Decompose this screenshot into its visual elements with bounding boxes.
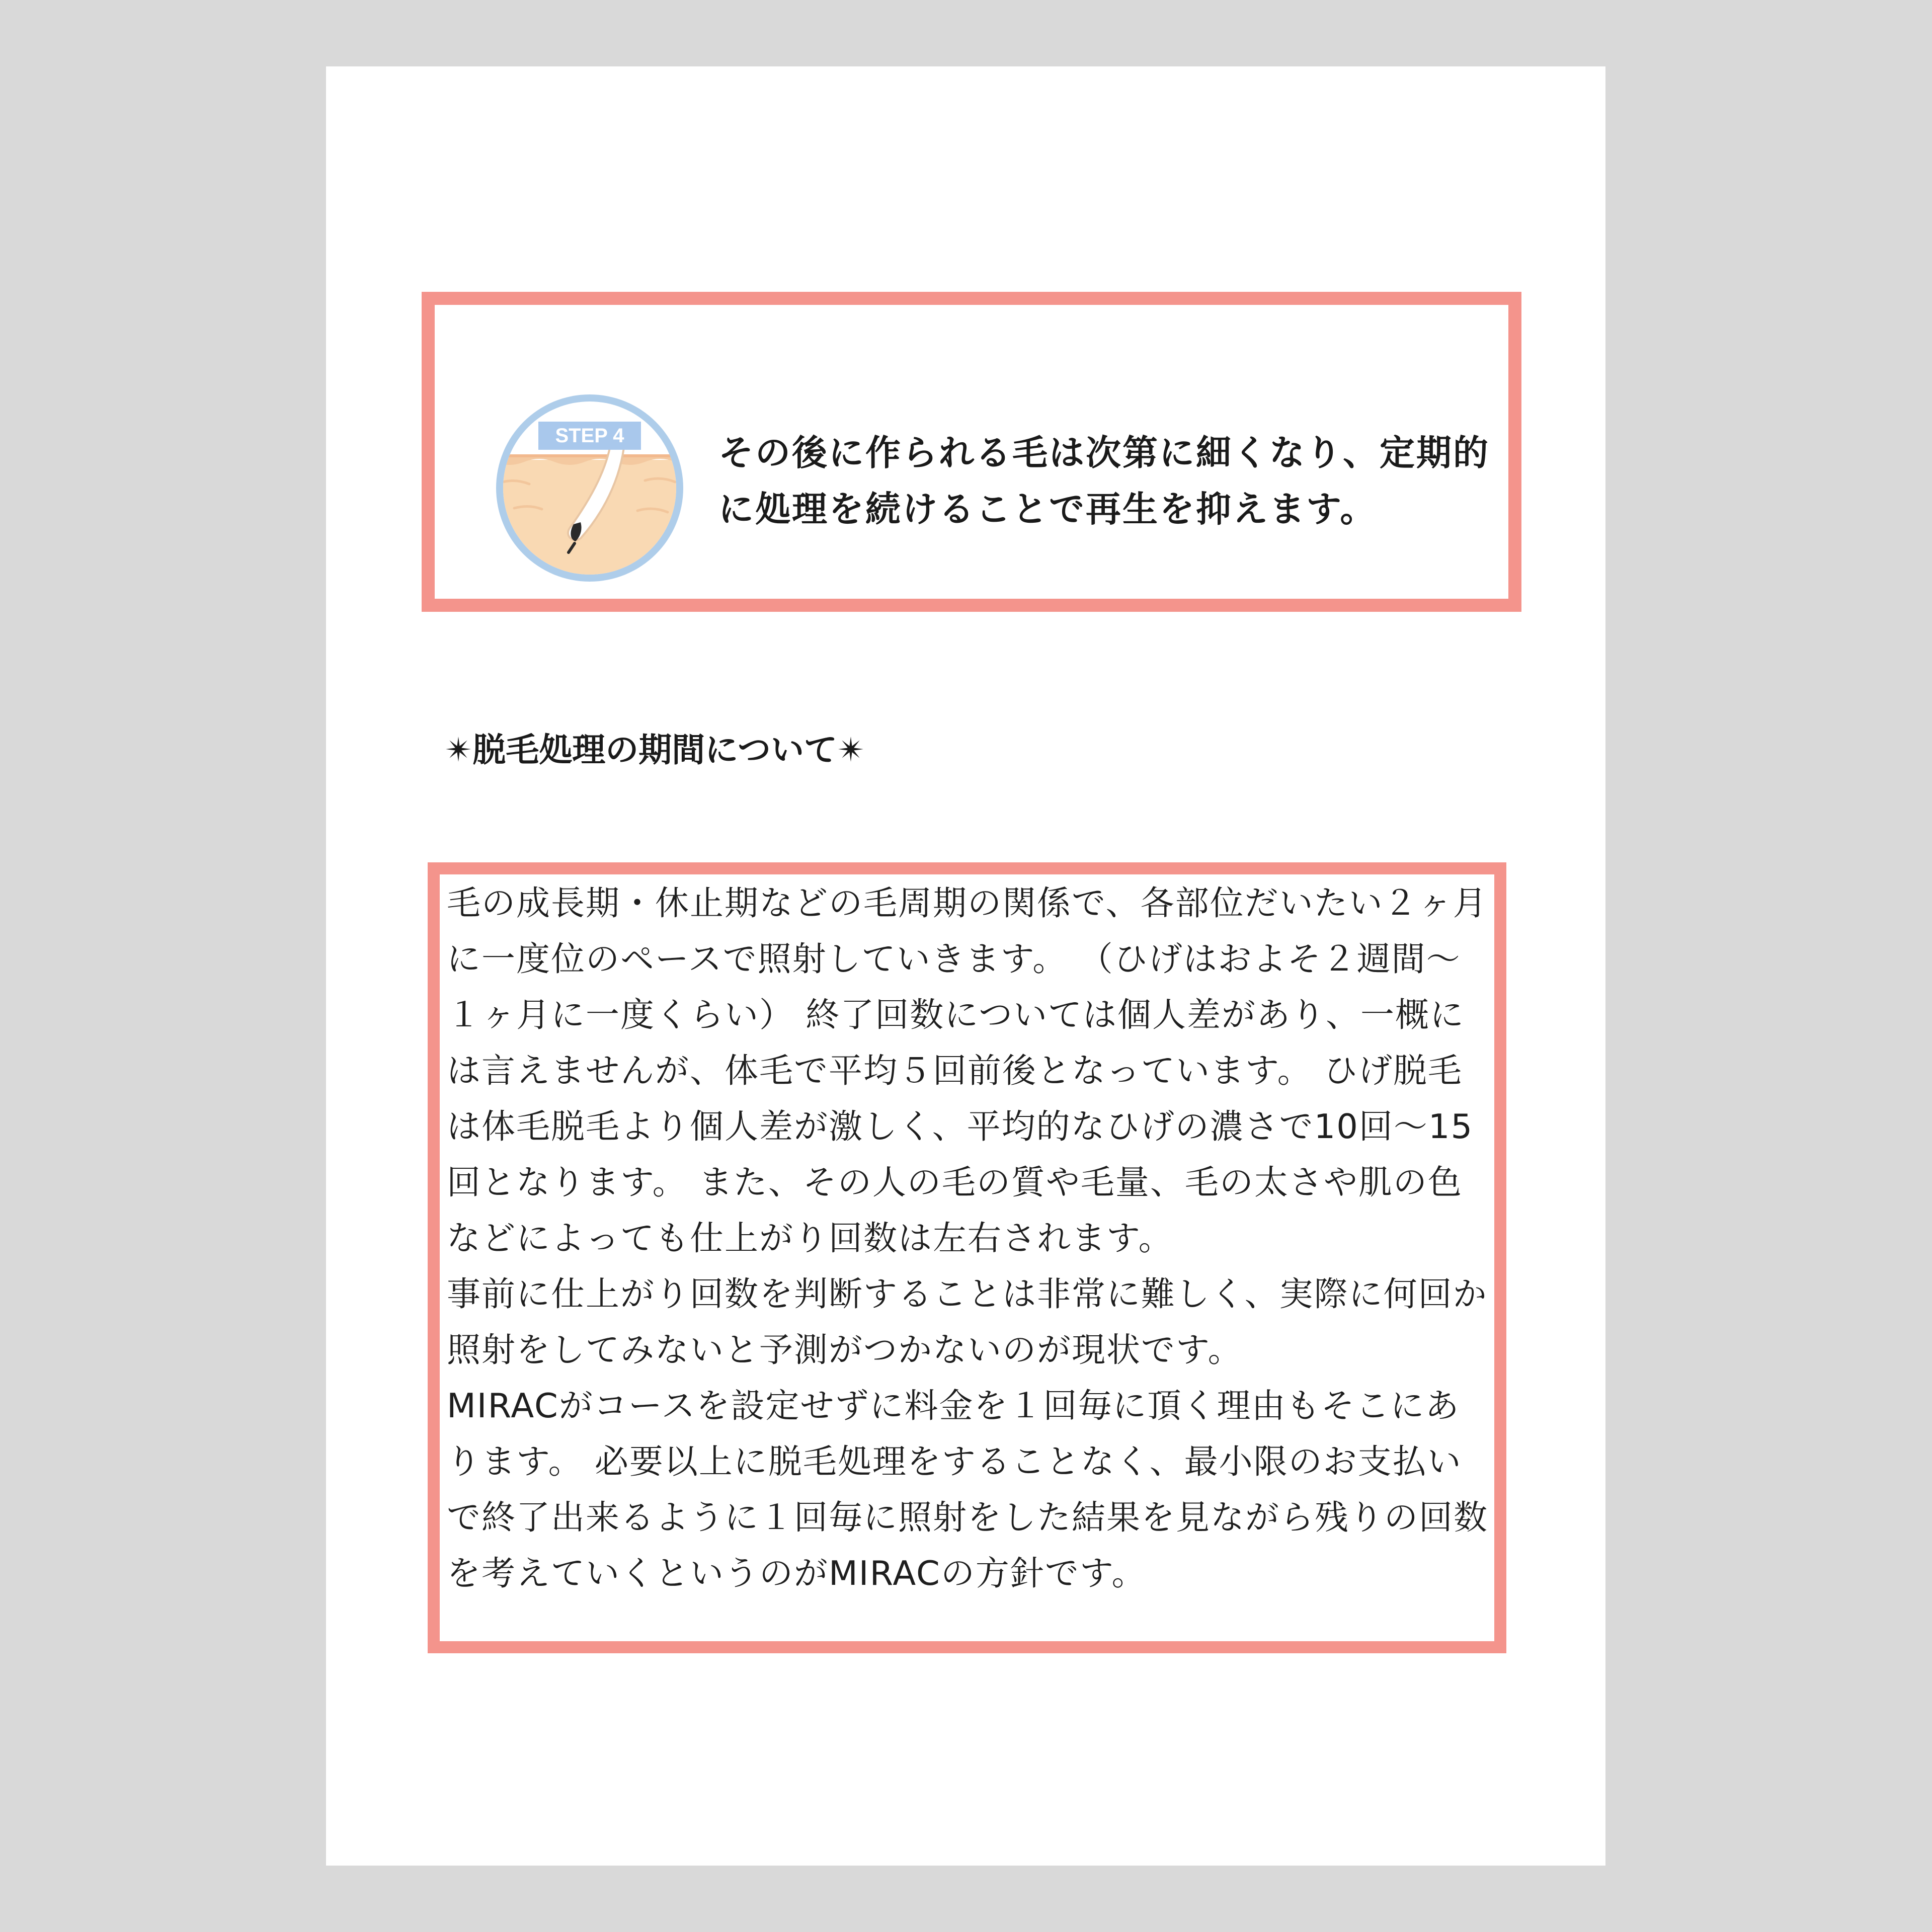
- document-page: [326, 66, 1605, 1866]
- section-heading: ✴脱毛処理の期間について✴: [445, 731, 865, 769]
- step-badge-label: STEP 4: [555, 425, 624, 447]
- info-text: [447, 875, 1488, 1601]
- step-description: その後に作られる毛は次第に細くなり、定期的に処理を続けることで再生を抑えます。: [718, 432, 1490, 530]
- info-box: [428, 862, 1506, 1653]
- info-paragraph: MIRACがコースを設定せずに料金を１回毎に頂く理由もそこにあります。 必要以上に脱毛処理をすることなく、最小限のお支払いで終了出来るように１回毎に照射をした結果を見ながら残りの回数を考えていくというのがMIRACの方針です。: [447, 1386, 1488, 1593]
- info-paragraph: 事前に仕上がり回数を判断することは非常に難しく、実際に何回か照射をしてみないと予測がつかないのが現状です。: [447, 1274, 1488, 1370]
- hair-follicle-step-icon: [494, 392, 685, 584]
- step-card: [422, 292, 1521, 612]
- info-paragraph: 毛の成長期・休止期などの毛周期の関係で、各部位だいたい２ヶ月に一度位のペースで照射していきます。 （ひげはおよそ２週間〜１ヶ月に一度くらい） 終了回数については個人差があり、一概には言えませんが、体毛で平均５回前後となっています。 ひげ脱毛は体毛脱毛より個人差が激しく、平均的なひげの濃さで10回〜15回となります。 また、その人の毛の質や毛量、毛の太さや肌の色などによっても仕上がり回数は左右されます。: [447, 883, 1488, 1258]
